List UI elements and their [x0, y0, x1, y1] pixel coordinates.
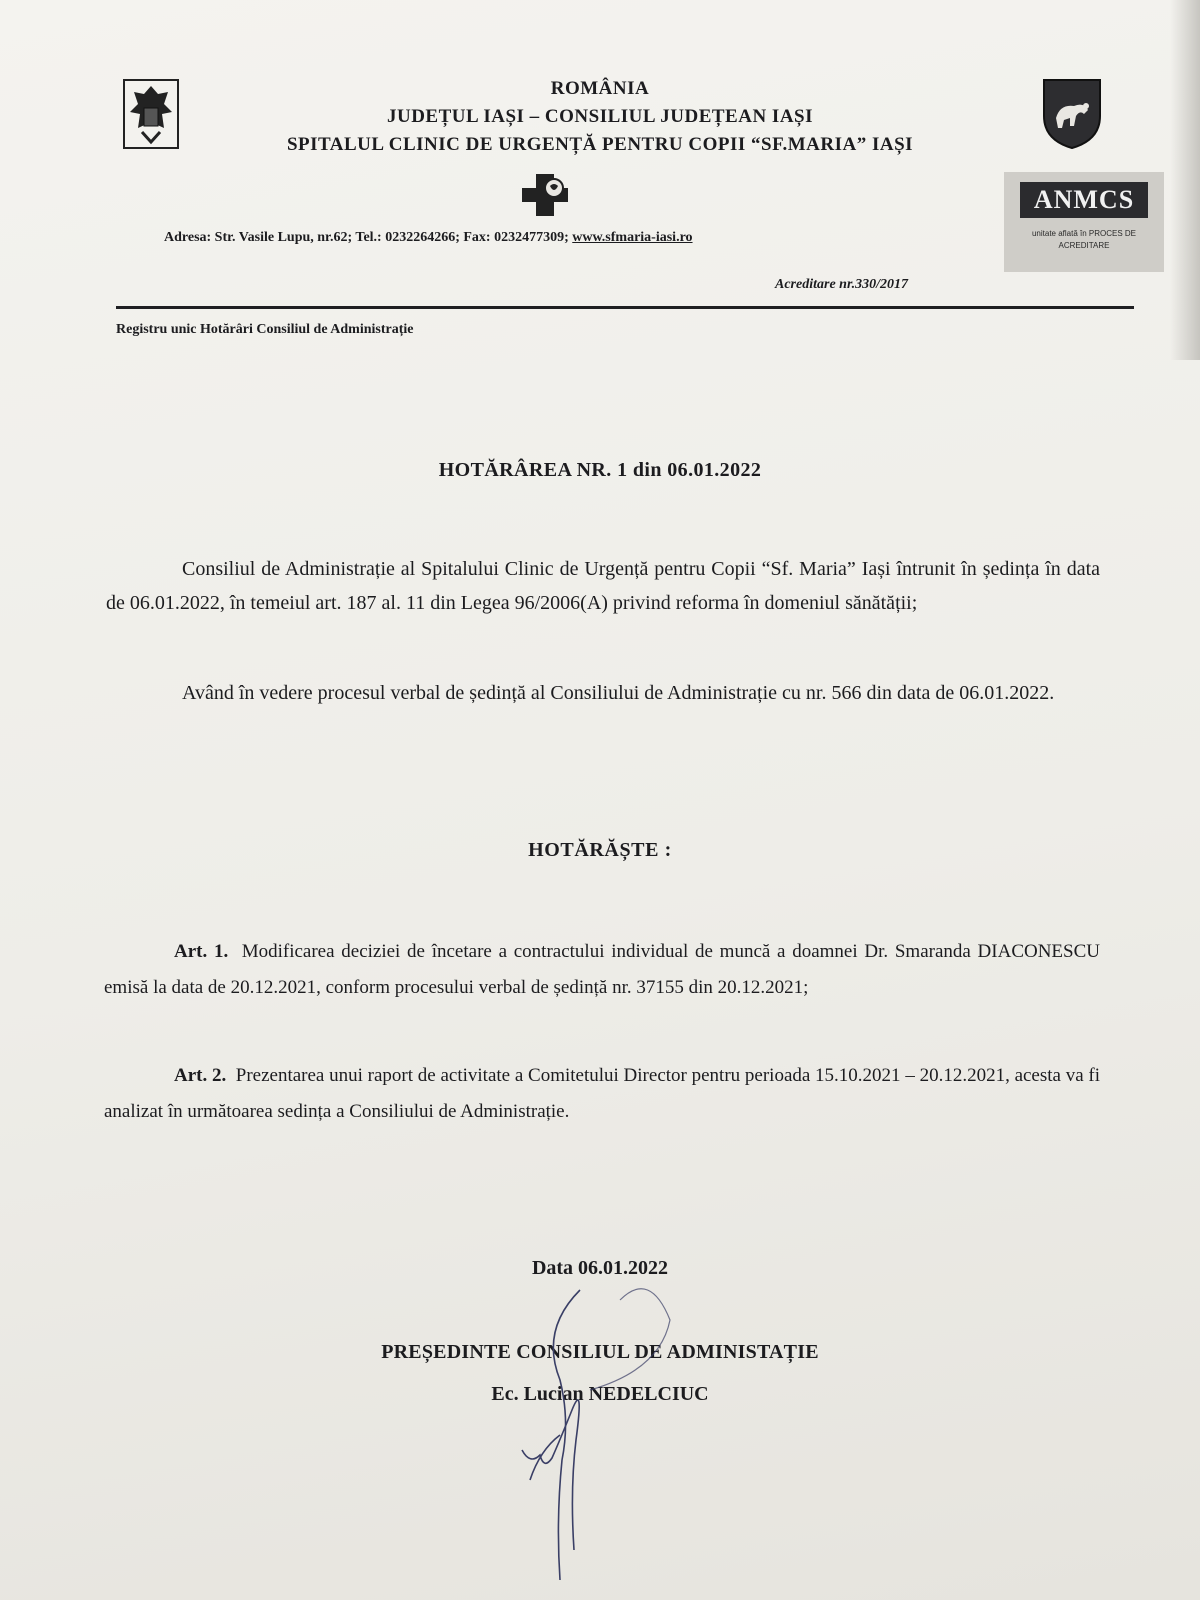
header-county: JUDEȚUL IAȘI – CONSILIUL JUDEȚEAN IAȘI: [386, 106, 814, 127]
anmcs-badge: [1004, 172, 1164, 272]
header-divider: [116, 306, 1134, 309]
registry-label: Registru unic Hotărâri Consiliul de Administrație: [116, 322, 414, 337]
header-country: ROMÂNIA: [550, 78, 650, 99]
hospital-logo-icon: [520, 172, 570, 218]
signatory-name: Ec. Lucian NEDELCIUC: [491, 1383, 709, 1405]
article-2-label: Art. 2.: [174, 1065, 227, 1086]
article-1: [104, 934, 1100, 1006]
anmcs-subtitle: unitate aflată în PROCES DE ACREDITARE: [1031, 229, 1137, 250]
signatory-role: PREȘEDINTE CONSILIUL DE ADMINISTAȚIE: [381, 1341, 819, 1363]
hospital-address: [164, 230, 693, 246]
header-hospital: SPITALUL CLINIC DE URGENȚĂ PENTRU COPII “SF.MARIA” IAȘI: [286, 134, 914, 155]
county-crest-icon: [1040, 76, 1104, 152]
article-2-text: Prezentarea unui raport de activitate a Comitetului Director pentru perioada 15.10.2021 – 20.12.2021, acesta va fi analizat în următoarea sedința a Consiliului de Administrație.: [104, 1065, 1101, 1122]
anmcs-logo: ANMCS: [1020, 182, 1148, 218]
article-1-text: Modificarea deciziei de încetare a contractului individual de muncă a doamnei Dr. Smaranda DIACONESCU emisă la data de 20.12.2021, conform procesului verbal de ședință nr. 37155 din 20.12.2021;: [104, 941, 1100, 998]
paragraph-considering: Având în vedere procesul verbal de ședință al Consiliului de Administrație cu nr. 566 din data de 06.01.2022.: [182, 682, 1055, 704]
document-title: HOTĂRÂREA NR. 1 din 06.01.2022: [438, 459, 762, 481]
address-text: Adresa: Str. Vasile Lupu, nr.62; Tel.: 0232264266; Fax: 0232477309;: [164, 230, 573, 245]
paragraph-preamble: Consiliul de Administrație al Spitalului Clinic de Urgență pentru Copii “Sf. Maria” Iași întrunit în ședința în data de 06.01.2022, în temeiul art. 187 al. 11 din Legea 96/2006(A) privind reforma în domeniul sănătății;: [106, 558, 1100, 614]
handwritten-signature-icon: [500, 1250, 700, 1600]
article-1-label: Art. 1.: [174, 941, 229, 962]
website-link[interactable]: www.sfmaria-iasi.ro: [572, 230, 693, 245]
decides-heading: HOTĂRĂȘTE :: [528, 839, 672, 861]
date-line: Data 06.01.2022: [531, 1257, 669, 1279]
accreditation-number: Acreditare nr.330/2017: [775, 277, 909, 292]
article-2: [104, 1058, 1100, 1130]
